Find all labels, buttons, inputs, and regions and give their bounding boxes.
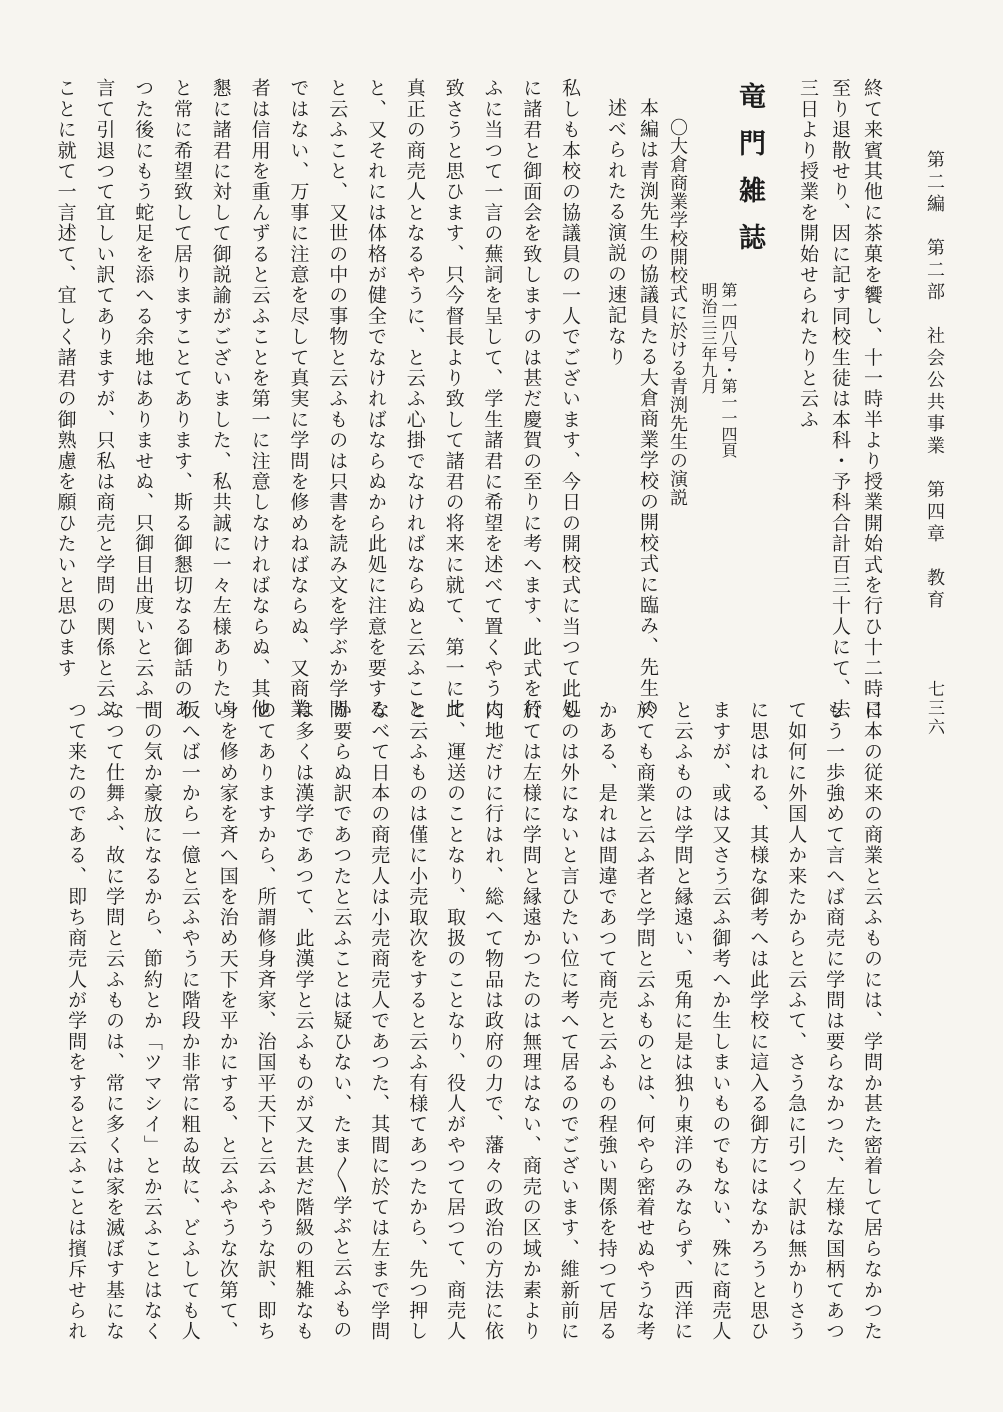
editorial-note-line: 述べられたる演説の速記なり [605, 98, 627, 368]
body-line: もう一歩強めて言へば商売に学問は要らなかつた、左様な国柄てあつ [823, 700, 846, 1342]
body-line: 身を修め家を斉へ国を治め天下を平かにする、と云ふやうな次第て、 [216, 700, 239, 1342]
body-line: ことに就て一言述て、宜しく諸君の御熟慮を願ひたいと思ひます [54, 78, 77, 679]
body-line: 於ても商業と云ふ者と学問と云ふものとは、何やら密着せぬやうな考 [633, 700, 656, 1342]
body-line: なべて日本の商売人は小売商売人であつた、其間に於ては左まで学問 [368, 700, 391, 1342]
body-line: に諸君と御面会を致しますのは甚だ慶賀の至りに考へます、此式を行 [520, 78, 543, 720]
bottom-band [0, 690, 1003, 1412]
citation-issue: 第一四八号・第一一四頁 [719, 282, 738, 458]
body-line: つた後にもう蛇足を添へる余地はありませぬ、只御目出度いと云ふ一 [132, 78, 155, 720]
body-line: ますが、或は又さう云ふ御考へか生しまいものでもない、殊に商売人 [709, 700, 732, 1342]
body-line: 間の気か豪放になるから、節約とか「ツマシイ」とか云ふことはなく [140, 700, 163, 1342]
editorial-note-line: 本編は青渕先生の協議員たる大倉商業学校の開校式に臨み、先生の [637, 98, 659, 719]
body-line: なつて仕舞ふ、故に学問と云ふものは、常に多くは家を滅ぼす基にな [103, 700, 125, 1342]
body-line: に思はれる、其様な御考へは此学校に這入る御方にはなかろうと思ひ [747, 700, 770, 1342]
body-line: は多くは漢学であつて、此漢学と云ふものが又た甚だ階級の粗雑なも [292, 700, 315, 1342]
citation-date: 明治三三年九月 [699, 282, 718, 394]
body-line: 私しも本校の協議員の一人でございます、今日の開校式に当つて此処 [559, 78, 581, 720]
body-line: 於ては左様に学問と縁遠かつたのは無理はない、商売の区域か素より [519, 700, 542, 1342]
page-number: 七三六 [924, 680, 944, 737]
body-line: のてありますから、所謂修身斉家、治国平天下と云ふやうな訳、即ち [254, 700, 277, 1342]
body-line: と云ふものは学問と縁遠い、兎角に是は独り東洋のみならず、西洋に [671, 700, 694, 1342]
article-title: 竜門雑誌 [734, 82, 765, 270]
body-line: 者は信用を重んずると云ふことを第一に注意しなければならぬ、其他 [248, 78, 271, 720]
body-line: と云ふこと、又世の中の事物と云ふものは只書を読み文を学ぶか学問 [326, 78, 349, 720]
body-line: ではない、万事に注意を尽して真実に学問を修めねばならぬ、又商業 [287, 78, 310, 720]
body-line: と、又それには体格が健全でなければならぬから此処に注意を要する [365, 78, 387, 720]
body-line: ものは外にないと言ひたい位に考へて居るのでございます、維新前に [557, 700, 580, 1342]
body-line: と常に希望致して居りますことてあります、斯る御懇切なる御話のあ [171, 78, 193, 720]
body-line: て、運送のことなり、取扱のことなり、役人がやつて居つて、商売人 [444, 700, 467, 1342]
body-line: ふに当つて一言の蕪詞を呈して、学生諸君に希望を述べて置くやうに [481, 78, 504, 720]
body-line: と云ふものは僅に小売取次をすると云ふ有様てあつたから、先つ押し [406, 700, 429, 1342]
running-head: 第二編 第二部 社会公共事業 第四章 教育 [924, 150, 945, 612]
intro-line: 終て来賓其他に茶菓を饗し、十一時半より授業開始式を行ひ十二時に [861, 78, 883, 720]
intro-line: 至り退散せり、因に記す同校生徒は本科・予科合計百三十人にて、去 [829, 78, 851, 720]
body-line: て如何に外国人か来たからと云ふて、さう急に引つく訳は無かりさう [785, 700, 808, 1342]
body-line: 言て引退つて宜しい訳てありますが、只私は商売と学問の関係と云ふ [93, 78, 116, 720]
body-line: 内地だけに行はれ、総へて物品は政府の力で、藩々の政治の方法に依 [482, 700, 504, 1342]
body-line: つて来たのである、即ち商売人が学問をすると云ふことは擯斥せられ [65, 700, 88, 1342]
body-line: 懇に諸君に対して御説諭がございました、私共誠に一々左様ありたい [209, 78, 232, 720]
body-line: 仮へば一から一億と云ふやうに階段か非常に粗ゐ故に、どふしても人 [178, 700, 201, 1342]
body-line: 真正の商売人となるやうに、と云ふ心掛でなければならぬと云ふこと [403, 78, 426, 720]
body-line: かある、是れは間違であつて商売と云ふもの程強い関係を持つて居る [595, 700, 618, 1342]
intro-line: 三日より授業を開始せられたりと云ふ [797, 78, 819, 430]
body-line: 日本の従来の商業と云ふものには、学問か甚た密着して居らなかつた [861, 700, 883, 1342]
body-line: か要らぬ訳であつたと云ふことは疑ひない、たま〳〵学ぶと云ふもの [330, 700, 353, 1340]
body-line: 致さうと思ひます、只今督長より致して諸君の将来に就て、第一に此 [442, 78, 465, 720]
speech-heading: 〇大倉商業学校開校式に於ける青渕先生の演説 [667, 118, 688, 507]
